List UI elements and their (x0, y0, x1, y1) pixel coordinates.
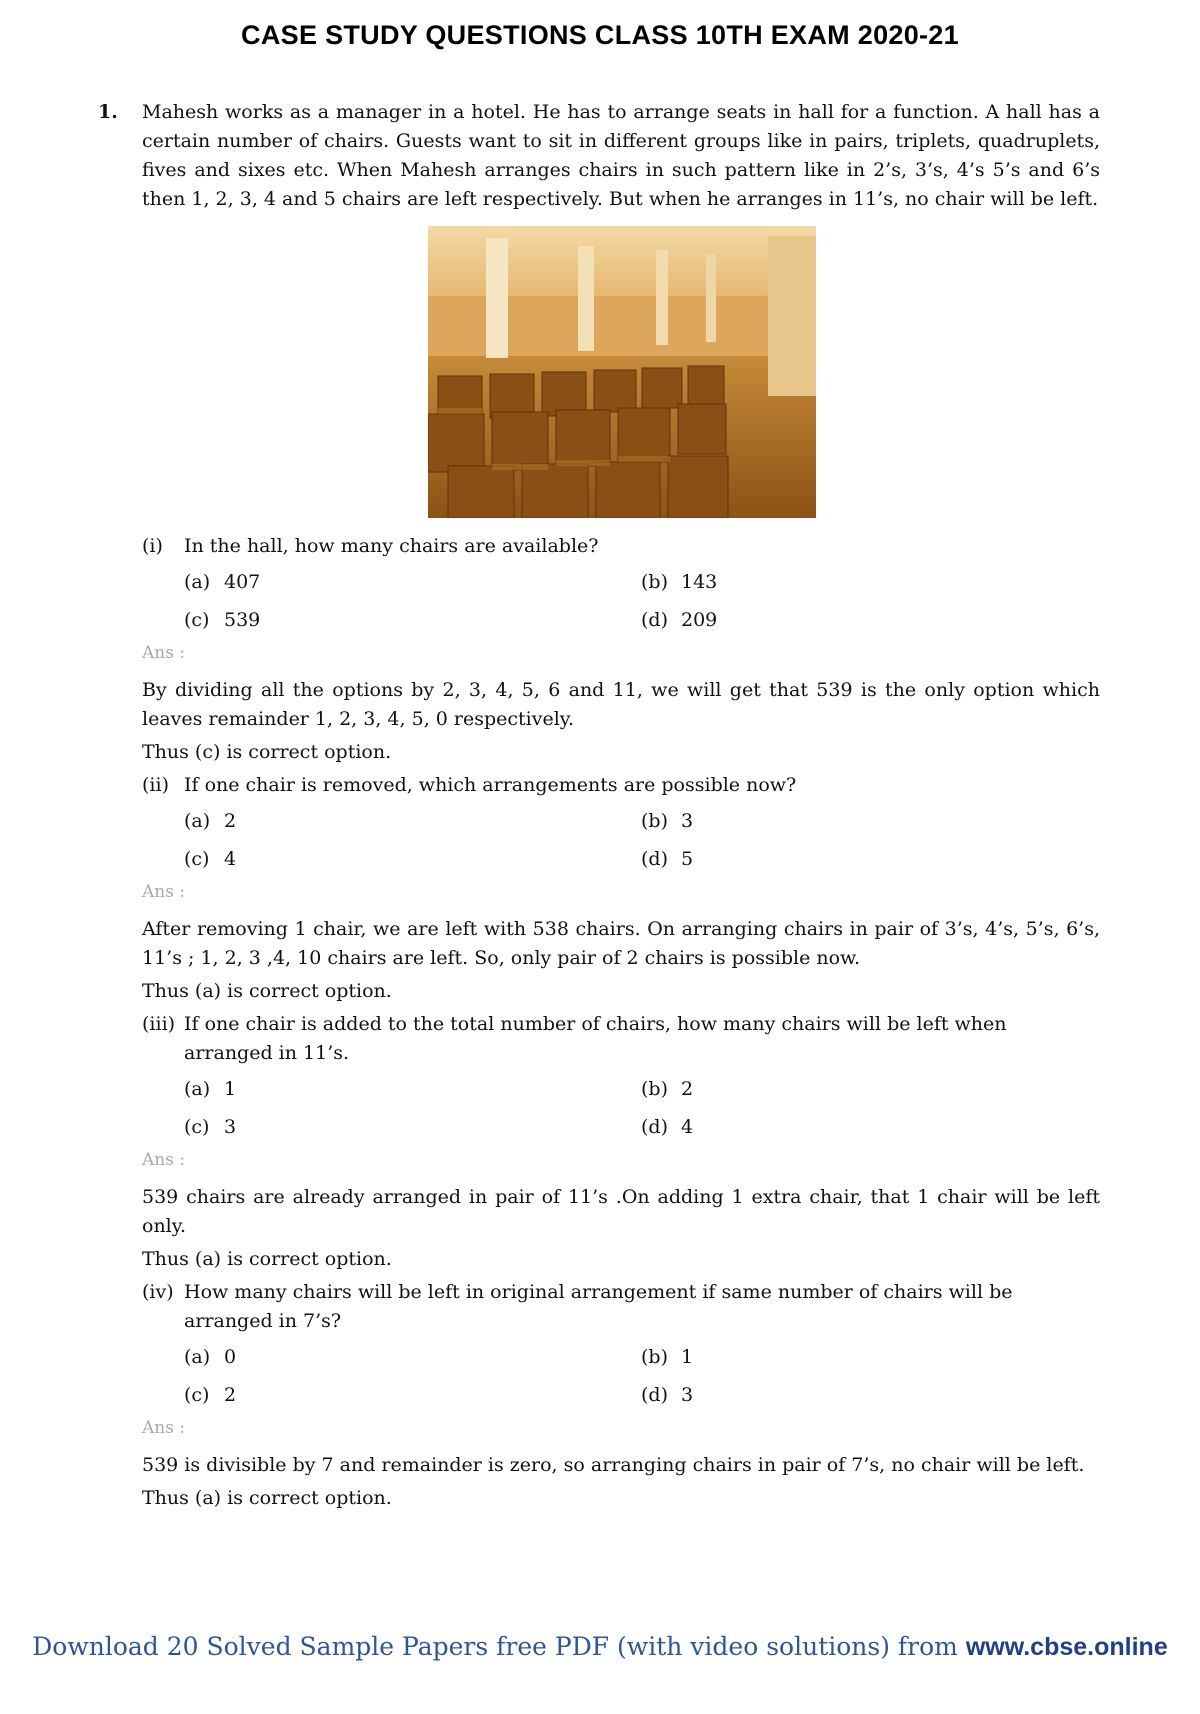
option-b (641, 802, 941, 840)
answer-conclusion: Thus (c) is correct option. (142, 741, 392, 763)
option-value: 4 (681, 1116, 694, 1138)
answer-conclusion: Thus (a) is correct option. (142, 1248, 392, 1270)
option-key: (c) (184, 609, 210, 631)
answer-label: Ans : (142, 643, 186, 663)
option-key: (c) (184, 1116, 210, 1138)
option-value: 5 (681, 848, 694, 870)
options-iv (184, 1338, 1100, 1414)
part-label: (ii) (142, 774, 169, 796)
part-question: If one chair is added to the total number of chairs, how many chairs will be left when arranged in 11’s. (184, 1013, 1007, 1064)
option-value: 2 (224, 1384, 237, 1406)
answer-text: By dividing all the options by 2, 3, 4, 5, 6 and 11, we will get that 539 is the only option which leaves remainder 1, 2, 3, 4, 5, 0 respectively. (142, 679, 1100, 730)
option-c (184, 1376, 641, 1414)
answer-label: Ans : (142, 882, 186, 902)
option-d (641, 601, 941, 639)
option-c (184, 1108, 641, 1146)
options-iii (184, 1070, 1100, 1146)
download-footer[interactable] (0, 1632, 1200, 1662)
question-number: 1. (98, 101, 118, 123)
answer-label: Ans : (142, 1418, 186, 1438)
option-d (641, 1108, 941, 1146)
option-c (184, 601, 641, 639)
question-1 (98, 98, 1100, 1517)
option-key: (b) (641, 810, 668, 832)
option-key: (c) (184, 1384, 210, 1406)
hall-chairs-illustration (428, 226, 816, 518)
options-i (184, 563, 1100, 639)
hall-chairs-photo (428, 226, 816, 518)
option-key: (b) (641, 1346, 668, 1368)
option-key: (d) (641, 609, 668, 631)
answer-conclusion: Thus (a) is correct option. (142, 980, 392, 1002)
option-key: (a) (184, 810, 211, 832)
option-key: (a) (184, 1346, 211, 1368)
part-label: (iii) (142, 1013, 176, 1035)
options-ii (184, 802, 1100, 878)
option-key: (d) (641, 1384, 668, 1406)
option-key: (a) (184, 1078, 211, 1100)
option-a (184, 563, 641, 601)
part-iii (142, 1010, 1100, 1068)
option-key: (d) (641, 848, 668, 870)
option-value: 1 (224, 1078, 237, 1100)
option-value: 3 (224, 1116, 237, 1138)
option-value: 3 (681, 1384, 694, 1406)
option-value: 2 (224, 810, 237, 832)
option-value: 3 (681, 810, 694, 832)
option-b (641, 563, 941, 601)
option-value: 209 (681, 609, 718, 631)
footer-site-link[interactable]: www.cbse.online (965, 1633, 1168, 1661)
option-key: (c) (184, 848, 210, 870)
option-a (184, 802, 641, 840)
option-d (641, 840, 941, 878)
option-b (641, 1338, 941, 1376)
answer-label: Ans : (142, 1150, 186, 1170)
part-question: How many chairs will be left in original arrangement if same number of chairs will be arranged in 7’s? (184, 1281, 1013, 1332)
option-b (641, 1070, 941, 1108)
page-title: CASE STUDY QUESTIONS CLASS 10TH EXAM 2020-21 (241, 20, 959, 50)
option-key: (b) (641, 571, 668, 593)
question-body (142, 98, 1100, 1513)
option-key: (a) (184, 571, 211, 593)
option-d (641, 1376, 941, 1414)
question-intro: Mahesh works as a manager in a hotel. He has to arrange seats in hall for a function. A hall has a certain number of chairs. Guests want to sit in different groups like in pairs, triplets, quadruplets, fives and sixes etc. When Mahesh arranges chairs in such pattern like in 2’s, 3’s, 4’s 5’s and 6’s then 1, 2, 3, 4 and 5 chairs are left respectively. But when he arranges in 11’s, no chair will be left. (142, 101, 1100, 210)
part-label: (iv) (142, 1281, 174, 1303)
option-value: 1 (681, 1346, 694, 1368)
part-question: In the hall, how many chairs are available? (184, 535, 599, 557)
option-value: 2 (681, 1078, 694, 1100)
answer-conclusion: Thus (a) is correct option. (142, 1487, 392, 1509)
part-label: (i) (142, 535, 163, 557)
option-a (184, 1070, 641, 1108)
option-a (184, 1338, 641, 1376)
part-iv (142, 1278, 1100, 1336)
option-value: 143 (681, 571, 718, 593)
part-question: If one chair is removed, which arrangements are possible now? (184, 774, 797, 796)
answer-text: 539 is divisible by 7 and remainder is zero, so arranging chairs in pair of 7’s, no chair will be left. (142, 1454, 1085, 1476)
answer-text: After removing 1 chair, we are left with 538 chairs. On arranging chairs in pair of 3’s, 4’s, 5’s, 6’s, 11’s ; 1, 2, 3 ,4, 10 chairs are left. So, only pair of 2 chairs is possible now. (142, 918, 1100, 969)
part-i (142, 532, 1100, 561)
option-value: 0 (224, 1346, 237, 1368)
footer-text: Download 20 Solved Sample Papers free PDF (with video solutions) from (32, 1632, 966, 1661)
option-c (184, 840, 641, 878)
option-key: (d) (641, 1116, 668, 1138)
part-ii (142, 771, 1100, 800)
answer-text: 539 chairs are already arranged in pair of 11’s .On adding 1 extra chair, that 1 chair will be left only. (142, 1186, 1100, 1237)
option-key: (b) (641, 1078, 668, 1100)
option-value: 4 (224, 848, 237, 870)
option-value: 407 (224, 571, 261, 593)
option-value: 539 (224, 609, 261, 631)
